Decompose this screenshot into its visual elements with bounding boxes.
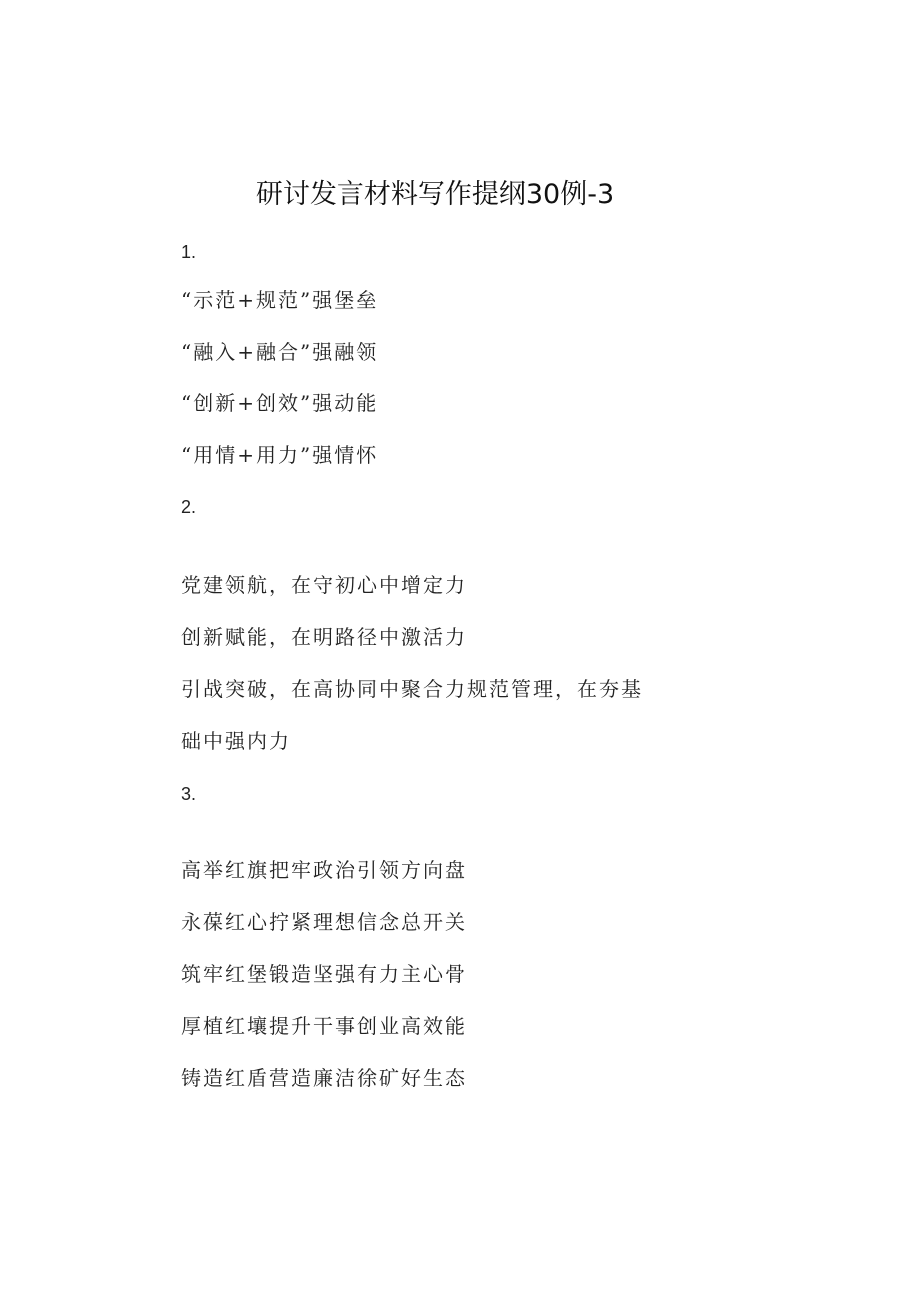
- section-3-number: 3.: [181, 784, 197, 804]
- section-3-line-2: 永葆红心拧紧理想信念总开关: [181, 910, 467, 934]
- section-1-number: 1.: [181, 242, 197, 262]
- section-2-line-1: 党建领航，在守初心中增定力: [181, 573, 467, 597]
- section-1-line-3: “创新+创效”强动能: [181, 391, 379, 415]
- section-3-line-4: 厚植红壤提升干事创业高效能: [181, 1014, 467, 1038]
- section-1-line-4: “用情+用力”强情怀: [181, 443, 379, 467]
- section-2-line-4: 础中强内力: [181, 729, 291, 753]
- section-2-number: 2.: [181, 497, 197, 517]
- document-title: 研讨发言材料写作提纲30例-3: [255, 179, 615, 210]
- section-2-line-2: 创新赋能，在明路径中激活力: [181, 625, 467, 649]
- section-3-line-5: 铸造红盾营造廉洁徐矿好生态: [181, 1066, 467, 1090]
- section-3-line-1: 高举红旗把牢政治引领方向盘: [181, 858, 467, 882]
- section-1-line-1: “示范+规范”强堡垒: [181, 288, 379, 312]
- section-3-line-3: 筑牢红堡锻造坚强有力主心骨: [181, 962, 467, 986]
- section-1-line-2: “融入+融合”强融领: [181, 340, 379, 364]
- section-2-line-3: 引战突破，在高协同中聚合力规范管理，在夯基: [181, 677, 643, 701]
